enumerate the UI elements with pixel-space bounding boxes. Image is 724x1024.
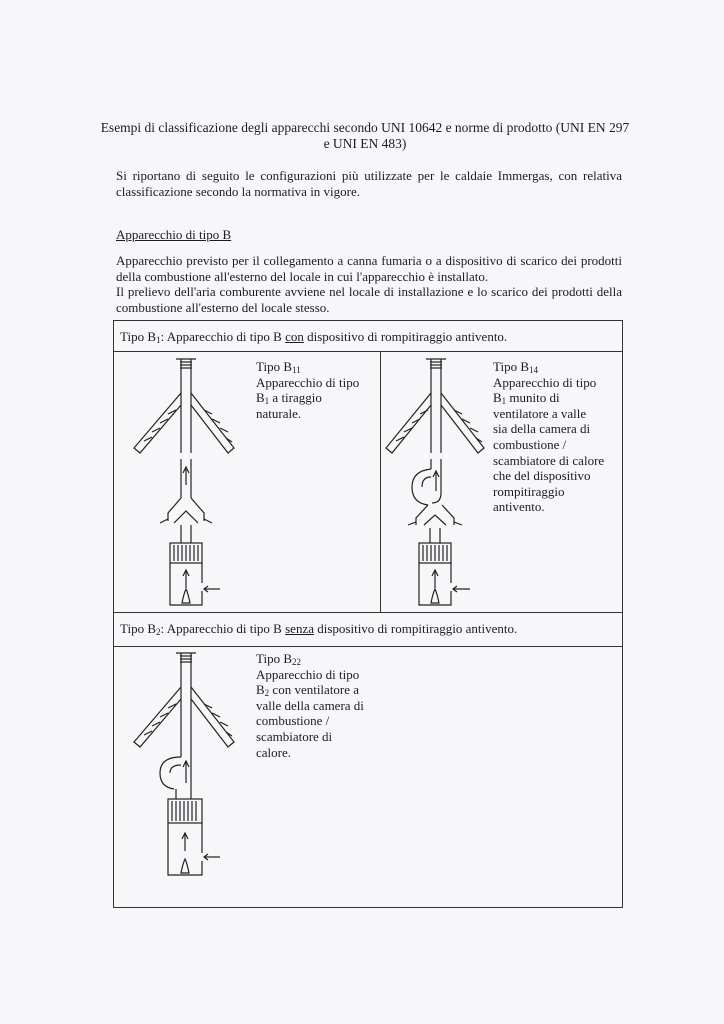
classification-table — [113, 320, 623, 908]
section-paragraph-1: Apparecchio previsto per il collegamento a canna fumaria o a dispositivo di scarico dei prodotti della combustione all'esterno del locale in cui l'apparecchio è installato. — [116, 253, 622, 284]
row-b1-header: Tipo $B_1$: Apparecchio di tipo B con dispositivo di rompitiraggio antivento. — [120, 329, 508, 345]
caption-b22: Tipo $B_{22}$ Apparecchio di tipo $B_2$ con ventilatore a valle della camera di combustione / scambiatore di calore. — [256, 651, 364, 760]
caption-b14: Tipo $B_{14}$ Apparecchio di tipo $B_1$ munito di ventilatore a valle sia della camera di combustione / scambiatore di calore che del dispositivo rompitiraggio antivento. — [493, 359, 605, 515]
caption-b11: Tipo $B_{11}$ Apparecchio di tipo $B_1$ a tiraggio naturale. — [256, 359, 360, 421]
table-divider — [380, 351, 381, 612]
section-heading: Apparecchio di tipo B — [116, 227, 232, 242]
diagram-b22 — [124, 649, 254, 899]
section-paragraph-2: Il prelievo dell'aria comburente avviene nel locale di installazione e lo scarico dei prodotti della combustione all'esterno del locale stesso. — [116, 284, 622, 315]
diagram-b14 — [384, 353, 514, 613]
table-rule — [114, 646, 622, 647]
table-rule — [114, 351, 622, 352]
intro-paragraph: Si riportano di seguito le configurazioni più utilizzate per le caldaie Immergas, con relativa classificazione secondo la normativa in vigore. — [116, 168, 622, 199]
diagram-b11 — [124, 353, 254, 613]
row-b2-header: Tipo $B_2$: Apparecchio di tipo B senza dispositivo di rompitiraggio antivento. — [120, 621, 518, 637]
page-title: Esempi di classificazione degli apparecchi secondo UNI 10642 e norme di prodotto (UNI EN 297 e UNI EN 483) — [100, 120, 630, 151]
